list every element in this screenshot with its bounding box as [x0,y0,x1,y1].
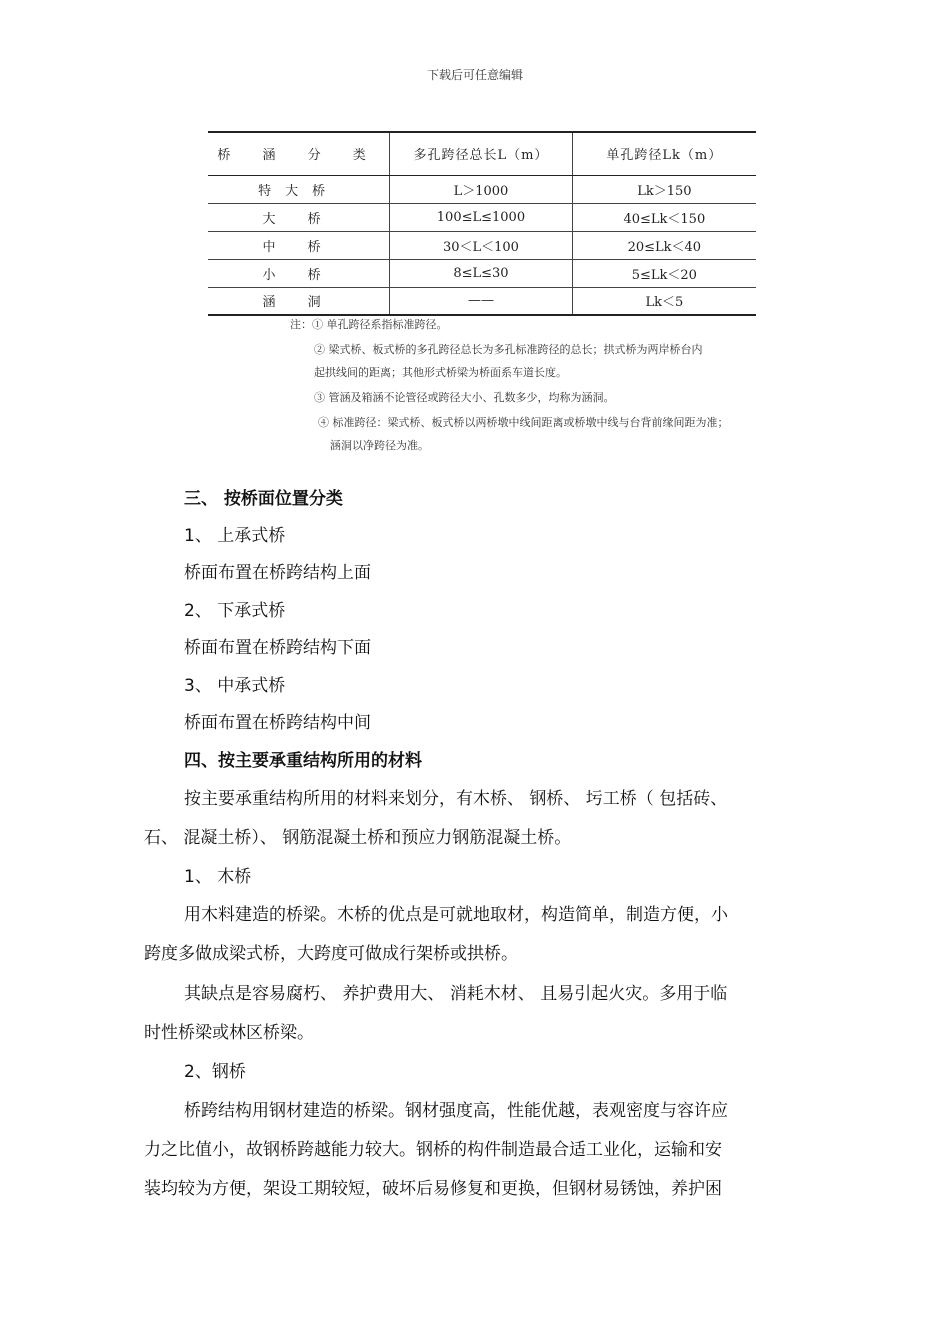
paragraph-line: 力之比值小，故钢桥跨越能力较大。钢桥的构件制造最合适工业化，运输和安 [144,1140,722,1160]
subheading: 2、钢桥 [184,1062,246,1082]
paragraph-line: 时性桥梁或林区桥梁。 [144,1023,314,1043]
section-heading: 三、 按桥面位置分类 [184,489,343,509]
cell-category: 涵 洞 [208,287,390,315]
header-total-span: 多孔跨径总长L（m） [390,132,573,175]
cell-single-span: Lk＞150 [572,175,756,203]
cell-total-span: —— [390,287,573,315]
paragraph-line: 桥面布置在桥跨结构下面 [184,638,371,658]
cell-total-span: 8≤L≤30 [390,259,573,287]
paragraph-line: 桥面布置在桥跨结构中间 [184,713,371,733]
note-line: ③ 管涵及箱涵不论管径或跨径大小、孔数多少，均称为涵洞。 [314,391,615,404]
page-header: 下载后可任意编辑 [426,68,523,82]
cell-total-span: L＞1000 [390,175,573,203]
header-single-span: 单孔跨径Lk（m） [572,132,756,175]
cell-total-span: 100≤L≤1000 [390,203,573,231]
paragraph-line: 桥跨结构用钢材建造的桥梁。钢材强度高，性能优越，表观密度与容许应 [184,1101,728,1121]
subheading: 2、 下承式桥 [184,601,286,621]
table-row [208,203,756,231]
cell-single-span: 20≤Lk＜40 [572,231,756,259]
header-category: 桥 涵 分 类 [208,132,390,175]
cell-category: 特大桥 [208,175,390,203]
table-header-row [208,132,756,175]
paragraph-line: 按主要承重结构所用的材料来划分，有木桥、 钢桥、 圬工桥（ 包括砖、 [184,789,728,809]
paragraph-line: 用木料建造的桥梁。木桥的优点是可就地取材，构造简单，制造方便，小 [184,905,728,925]
note-line: 注：① 单孔跨径系指标准跨径。 [290,318,448,331]
cell-category: 小 桥 [208,259,390,287]
paragraph-line: 桥面布置在桥跨结构上面 [184,563,371,583]
paragraph-line: 石、 混凝土桥）、 钢筋混凝土桥和预应力钢筋混凝土桥。 [144,828,572,848]
paragraph-line: 装均较为方便，架设工期较短，破坏后易修复和更换，但钢材易锈蚀，养护困 [144,1179,722,1199]
cell-single-span: Lk＜5 [572,287,756,315]
cell-single-span: 40≤Lk＜150 [572,203,756,231]
note-line: 涵洞以净跨径为准。 [330,439,429,452]
paragraph-line: 跨度多做成梁式桥，大跨度可做成行架桥或拱桥。 [144,944,518,964]
note-line: ② 梁式桥、板式桥的多孔跨径总长为多孔标准跨径的总长；拱式桥为两岸桥台内 [314,343,703,356]
note-line: ④ 标准跨径：梁式桥、板式桥以两桥墩中线间距离或桥墩中线与台背前缘间距为准； [318,416,729,429]
cell-category: 中 桥 [208,231,390,259]
table-row [208,231,756,259]
cell-category: 大 桥 [208,203,390,231]
table-row [208,175,756,203]
bridge-classification-table [208,131,756,316]
note-line: 起拱线间的距离；其他形式桥梁为桥面系车道长度。 [314,366,567,379]
table-row [208,259,756,287]
cell-total-span: 30＜L＜100 [390,231,573,259]
table-row [208,287,756,315]
paragraph-line: 其缺点是容易腐朽、 养护费用大、 消耗木材、 且易引起火灾。多用于临 [184,984,728,1004]
subheading: 3、 中承式桥 [184,676,286,696]
subheading: 1、 木桥 [184,867,252,887]
section-heading: 四、按主要承重结构所用的材料 [184,751,422,771]
cell-single-span: 5≤Lk＜20 [572,259,756,287]
subheading: 1、 上承式桥 [184,526,286,546]
